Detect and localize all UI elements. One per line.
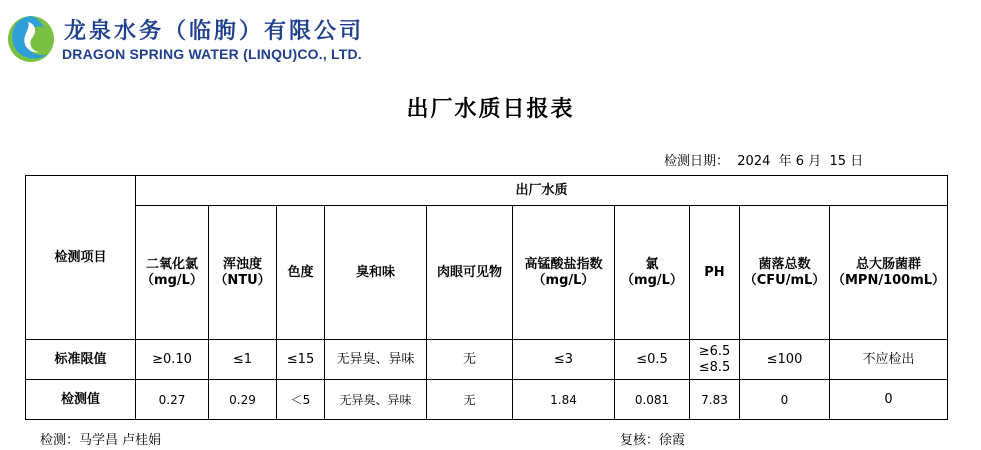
column-header-ph (690, 206, 740, 340)
table-cell: ≤3 (513, 340, 615, 380)
column-name: 肉眼可见物 (436, 264, 502, 280)
inspector-label: 检测： (40, 433, 80, 448)
table-cell: 0.081 (615, 380, 690, 420)
column-name: 高锰酸盐指数 (524, 256, 603, 272)
column-name: 总大肠菌群 (856, 256, 922, 272)
test-date (664, 150, 863, 169)
company-name-en: DRAGON SPRING WATER (LINQU)CO., LTD. (62, 46, 362, 62)
test-date-label: 检测日期： (664, 154, 730, 169)
inspector-names: 马学昌 卢桂娟 (79, 433, 162, 448)
table-row-standard-limits (26, 340, 948, 380)
column-header-visible-matter (427, 206, 513, 340)
table-cell: 0 (830, 380, 948, 420)
inspector-signature (40, 429, 161, 448)
table-cell: 无 (427, 340, 513, 380)
column-unit: （NTU） (214, 272, 271, 288)
table-cell: 0.29 (209, 380, 277, 420)
column-header-permanganate-index (513, 206, 615, 340)
company-name-cn: 龙泉水务（临朐）有限公司 (64, 18, 365, 44)
column-unit: （mg/L） (141, 272, 203, 288)
table-cell: 1.84 (513, 380, 615, 420)
table-cell: ≥0.10 (136, 340, 209, 380)
column-name: PH (704, 264, 725, 280)
row-label: 标准限值 (26, 340, 136, 380)
water-quality-table (25, 175, 948, 420)
table-cell: 无异臭、异味 (325, 340, 427, 380)
reviewer-name: 徐霞 (659, 433, 686, 448)
reviewer-signature (620, 429, 685, 448)
table-cell-ph-range (690, 340, 740, 380)
column-header-total-bacteria (740, 206, 830, 340)
test-date-year-unit: 年 (778, 154, 792, 169)
column-header-odor-taste (325, 206, 427, 340)
ph-upper-limit: ≤8.5 (698, 359, 731, 375)
column-name: 臭和味 (355, 264, 395, 280)
logo-icon (6, 14, 56, 64)
table-cell: ≤1 (209, 340, 277, 380)
column-header-chlorine-dioxide (136, 206, 209, 340)
item-header-cell: 检测项目 (26, 176, 136, 340)
column-unit: （mg/L） (532, 272, 595, 288)
column-header-color (277, 206, 325, 340)
company-logo (6, 14, 56, 64)
column-header-total-coliforms (830, 206, 948, 340)
table-cell: 无 (427, 380, 513, 420)
column-name: 浑浊度 (222, 256, 262, 272)
table-cell: ≤0.5 (615, 340, 690, 380)
table-row-measured-values (26, 380, 948, 420)
column-name: 色度 (287, 264, 314, 280)
column-unit: （CFU/mL） (743, 272, 826, 288)
reviewer-label: 复核： (620, 433, 660, 448)
column-name: 氯 (645, 256, 659, 272)
row-label: 检测值 (26, 380, 136, 420)
table-cell: 0.27 (136, 380, 209, 420)
table-cell: ≤15 (277, 340, 325, 380)
table-cell: 7.83 (690, 380, 740, 420)
column-unit: （mg/L） (621, 272, 683, 288)
test-date-day: 15 (829, 154, 847, 169)
column-name: 菌落总数 (758, 256, 811, 272)
test-date-month: 6 (795, 154, 805, 169)
test-date-day-unit: 日 (850, 154, 864, 169)
table-cell: ≤100 (740, 340, 830, 380)
report-title: 出厂水质日报表 (406, 96, 575, 122)
column-unit: （MPN/100mL） (832, 272, 946, 288)
table-cell: 无异臭、异味 (325, 380, 427, 420)
table-cell: ＜5 (277, 380, 325, 420)
column-header-turbidity (209, 206, 277, 340)
ph-lower-limit: ≥6.5 (698, 343, 731, 359)
test-date-year: 2024 (737, 154, 771, 169)
column-name: 二氧化氯 (145, 256, 198, 272)
table-cell: 0 (740, 380, 830, 420)
table-cell: 不应检出 (830, 340, 948, 380)
column-header-chlorine (615, 206, 690, 340)
test-date-month-unit: 月 (808, 154, 822, 169)
group-header-cell: 出厂水质 (136, 176, 948, 206)
